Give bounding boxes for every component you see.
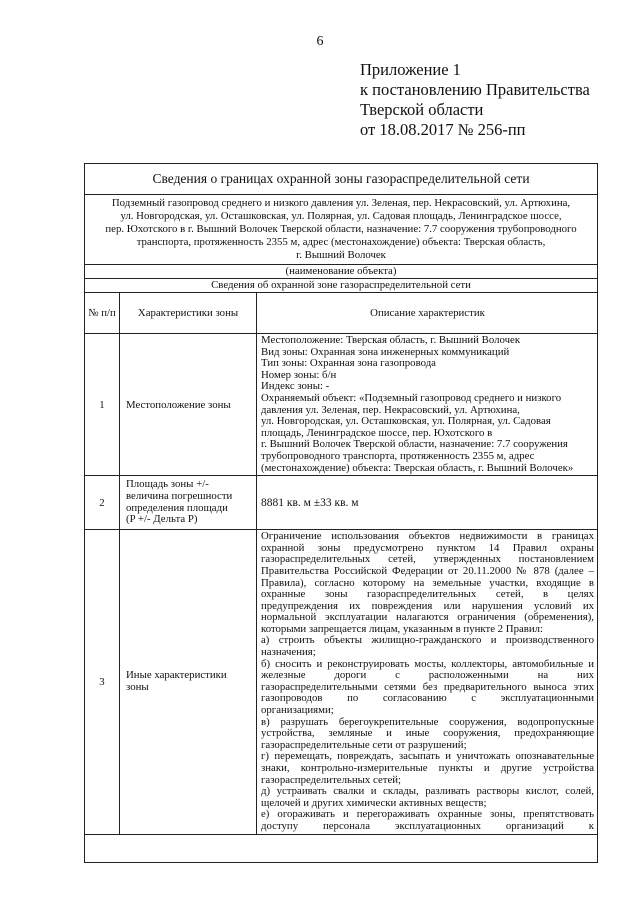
row-text-line: г) перемещать, повреждать, засыпать и уничтожать опознавательные — [261, 751, 594, 763]
row-num: 2 — [85, 476, 120, 530]
appendix-line: к постановлению Правительства — [360, 80, 590, 99]
row-text-line: Местоположение: Тверская область, г. Вышний Волочек — [261, 334, 521, 346]
object-caption: (наименование объекта) — [85, 265, 597, 279]
row-text-line: устройства, земляные и иные сооружения, предохраняющие — [261, 728, 594, 740]
row-num: 3 — [85, 530, 120, 834]
zone-table — [85, 293, 597, 835]
row-text-line: давления ул. Зеленая, пер. Некрасовский, ул. Артюхина, — [261, 403, 520, 416]
object-description-line: ул. Новгородская, ул. Осташковская, ул. Полярная, ул. Садовая площадь, Ленинградское шоссе, — [120, 210, 562, 222]
row-desc — [257, 530, 598, 834]
row-name — [120, 530, 257, 834]
row-text-line: газораспределительные сети от разрушений; — [261, 738, 467, 751]
header-num: № п/п — [85, 293, 120, 334]
object-description — [85, 195, 597, 265]
row-text-line: определения площади — [126, 501, 228, 514]
row-text-line: (местонахождение) объекта: Тверская область, г. Вышний Волочек» — [261, 461, 574, 474]
appendix-line: Тверской области — [360, 100, 484, 119]
row-desc — [257, 334, 598, 476]
object-description-line: транспорта, протяженность 2355 м, адрес (местонахождение) объекта: Тверская область, — [136, 236, 546, 248]
row-text-line: Номер зоны: б/н — [261, 368, 337, 381]
zone-info-block — [84, 163, 598, 863]
row-text-line: газораспределительными сетями без предварительного выноса этих — [261, 681, 594, 693]
row-text-line: площадь, Ленинградское шоссе, пер. Юхотского в — [261, 426, 493, 439]
table-row — [85, 476, 597, 530]
row-text-line: газораспределительных сетей, утвержденных постановлением — [261, 554, 594, 566]
row-text-line: железные дороги с расположенными на них — [261, 670, 594, 682]
row-text-line: в) разрушать берегоукрепительные сооружения, водопропускные — [261, 716, 594, 728]
block-title: Сведения о границах охранной зоны газораспределительной сети — [85, 164, 597, 195]
row-text-line: Ограничение использования объектов недвижимости в границах — [261, 531, 594, 543]
row-text-line: доступу персонала эксплуатационных организаций к — [261, 820, 594, 832]
appendix-heading — [360, 60, 590, 140]
row-text-line: Площадь зоны +/- — [126, 478, 209, 491]
object-description-line: г. Вышний Волочек — [296, 249, 386, 261]
table-row — [85, 530, 597, 834]
object-description-line: пер. Юхотского в г. Вышний Волочек Тверской области, назначение: 7.7 сооружения трубопроводного — [105, 223, 577, 235]
row-text-line: которыми запрещается лицам, указанным в пункте 2 Правил: — [261, 622, 544, 635]
zone-info-title: Сведения об охранной зоне газораспределительной сети — [85, 279, 597, 293]
row-text-line: газопроводов по согласованию с эксплуатационными — [261, 693, 594, 705]
row-text-line: трубопроводного транспорта, протяженность 2355 м, адрес — [261, 449, 535, 462]
row-text-line: организациями; — [261, 704, 334, 717]
header-name: Характеристики зоны — [120, 293, 257, 334]
row-text-line: д) устраивать свалки и склады, разливать растворы кислот, солей, — [261, 786, 594, 798]
row-text-line: величина погрешности — [126, 490, 233, 503]
header-desc: Описание характеристик — [257, 293, 598, 334]
row-text-line: ул. Новгородская, ул. Осташковская, ул. Полярная, ул. Садовая — [261, 415, 551, 428]
row-text-line: охранной зоны предусмотрено пунктом 14 Правил охраны — [261, 542, 594, 554]
row-text-line: Тип зоны: Охранная зона газопровода — [261, 357, 436, 370]
row-text-line: Правительства Российской Федерации от 20.11.2000 № 878 (далее – — [261, 565, 594, 577]
row-text-line: охранные зоны газораспределительных сетей, в целях — [261, 589, 594, 601]
row-num: 1 — [85, 334, 120, 476]
row-text-line: зоны — [126, 680, 149, 693]
row-text-line: (P +/- Дельта P) — [126, 513, 198, 526]
object-description-line: Подземный газопровод среднего и низкого давления ул. Зеленая, пер. Некрасовский, ул. Артюхина, — [111, 197, 571, 209]
row-text-line: газораспределительных сетей; — [261, 773, 402, 786]
appendix-line: от 18.08.2017 № 256-пп — [360, 120, 526, 139]
row-name: Местоположение зоны — [120, 334, 257, 476]
row-text-line: г. Вышний Волочек Тверской области, назначение: 7.7 сооружения — [261, 438, 568, 451]
table-row — [85, 334, 597, 476]
row-text-line: Правила), согласно которому на земельные участки, входящие в — [261, 577, 594, 589]
row-text-line: б) сносить и реконструировать мосты, коллекторы, автомобильные и — [261, 658, 594, 670]
row-text-line: предупреждения их повреждения или нарушения условий их — [261, 600, 594, 612]
row-text-line: знаки, контрольно-измерительные пункты и другие устройства — [261, 763, 594, 774]
row-text-line: а) строить объекты жилищно-гражданского и производственного — [261, 635, 594, 647]
row-text-line: Индекс зоны: - — [261, 380, 330, 393]
row-text-line: назначения; — [261, 646, 316, 659]
page-number: 6 — [316, 34, 324, 49]
row-text-line: Охраняемый объект: «Подземный газопровод среднего и низкого — [261, 391, 562, 404]
row-text-line: е) огораживать и перегораживать охранные зоны, препятствовать — [261, 809, 594, 821]
row-text-line: нормальной эксплуатации налагаются ограничения (обременения), — [261, 612, 594, 624]
row-text-line: Вид зоны: Охранная зона инженерных коммуникаций — [261, 345, 510, 358]
row-name — [120, 476, 257, 530]
row-text-line: щелочей и других химически активных веществ; — [261, 796, 487, 809]
row-text-line: Иные характеристики — [126, 669, 227, 682]
row-desc: 8881 кв. м ±33 кв. м — [257, 476, 598, 530]
appendix-line: Приложение 1 — [360, 60, 461, 79]
table-header-row — [85, 293, 597, 334]
